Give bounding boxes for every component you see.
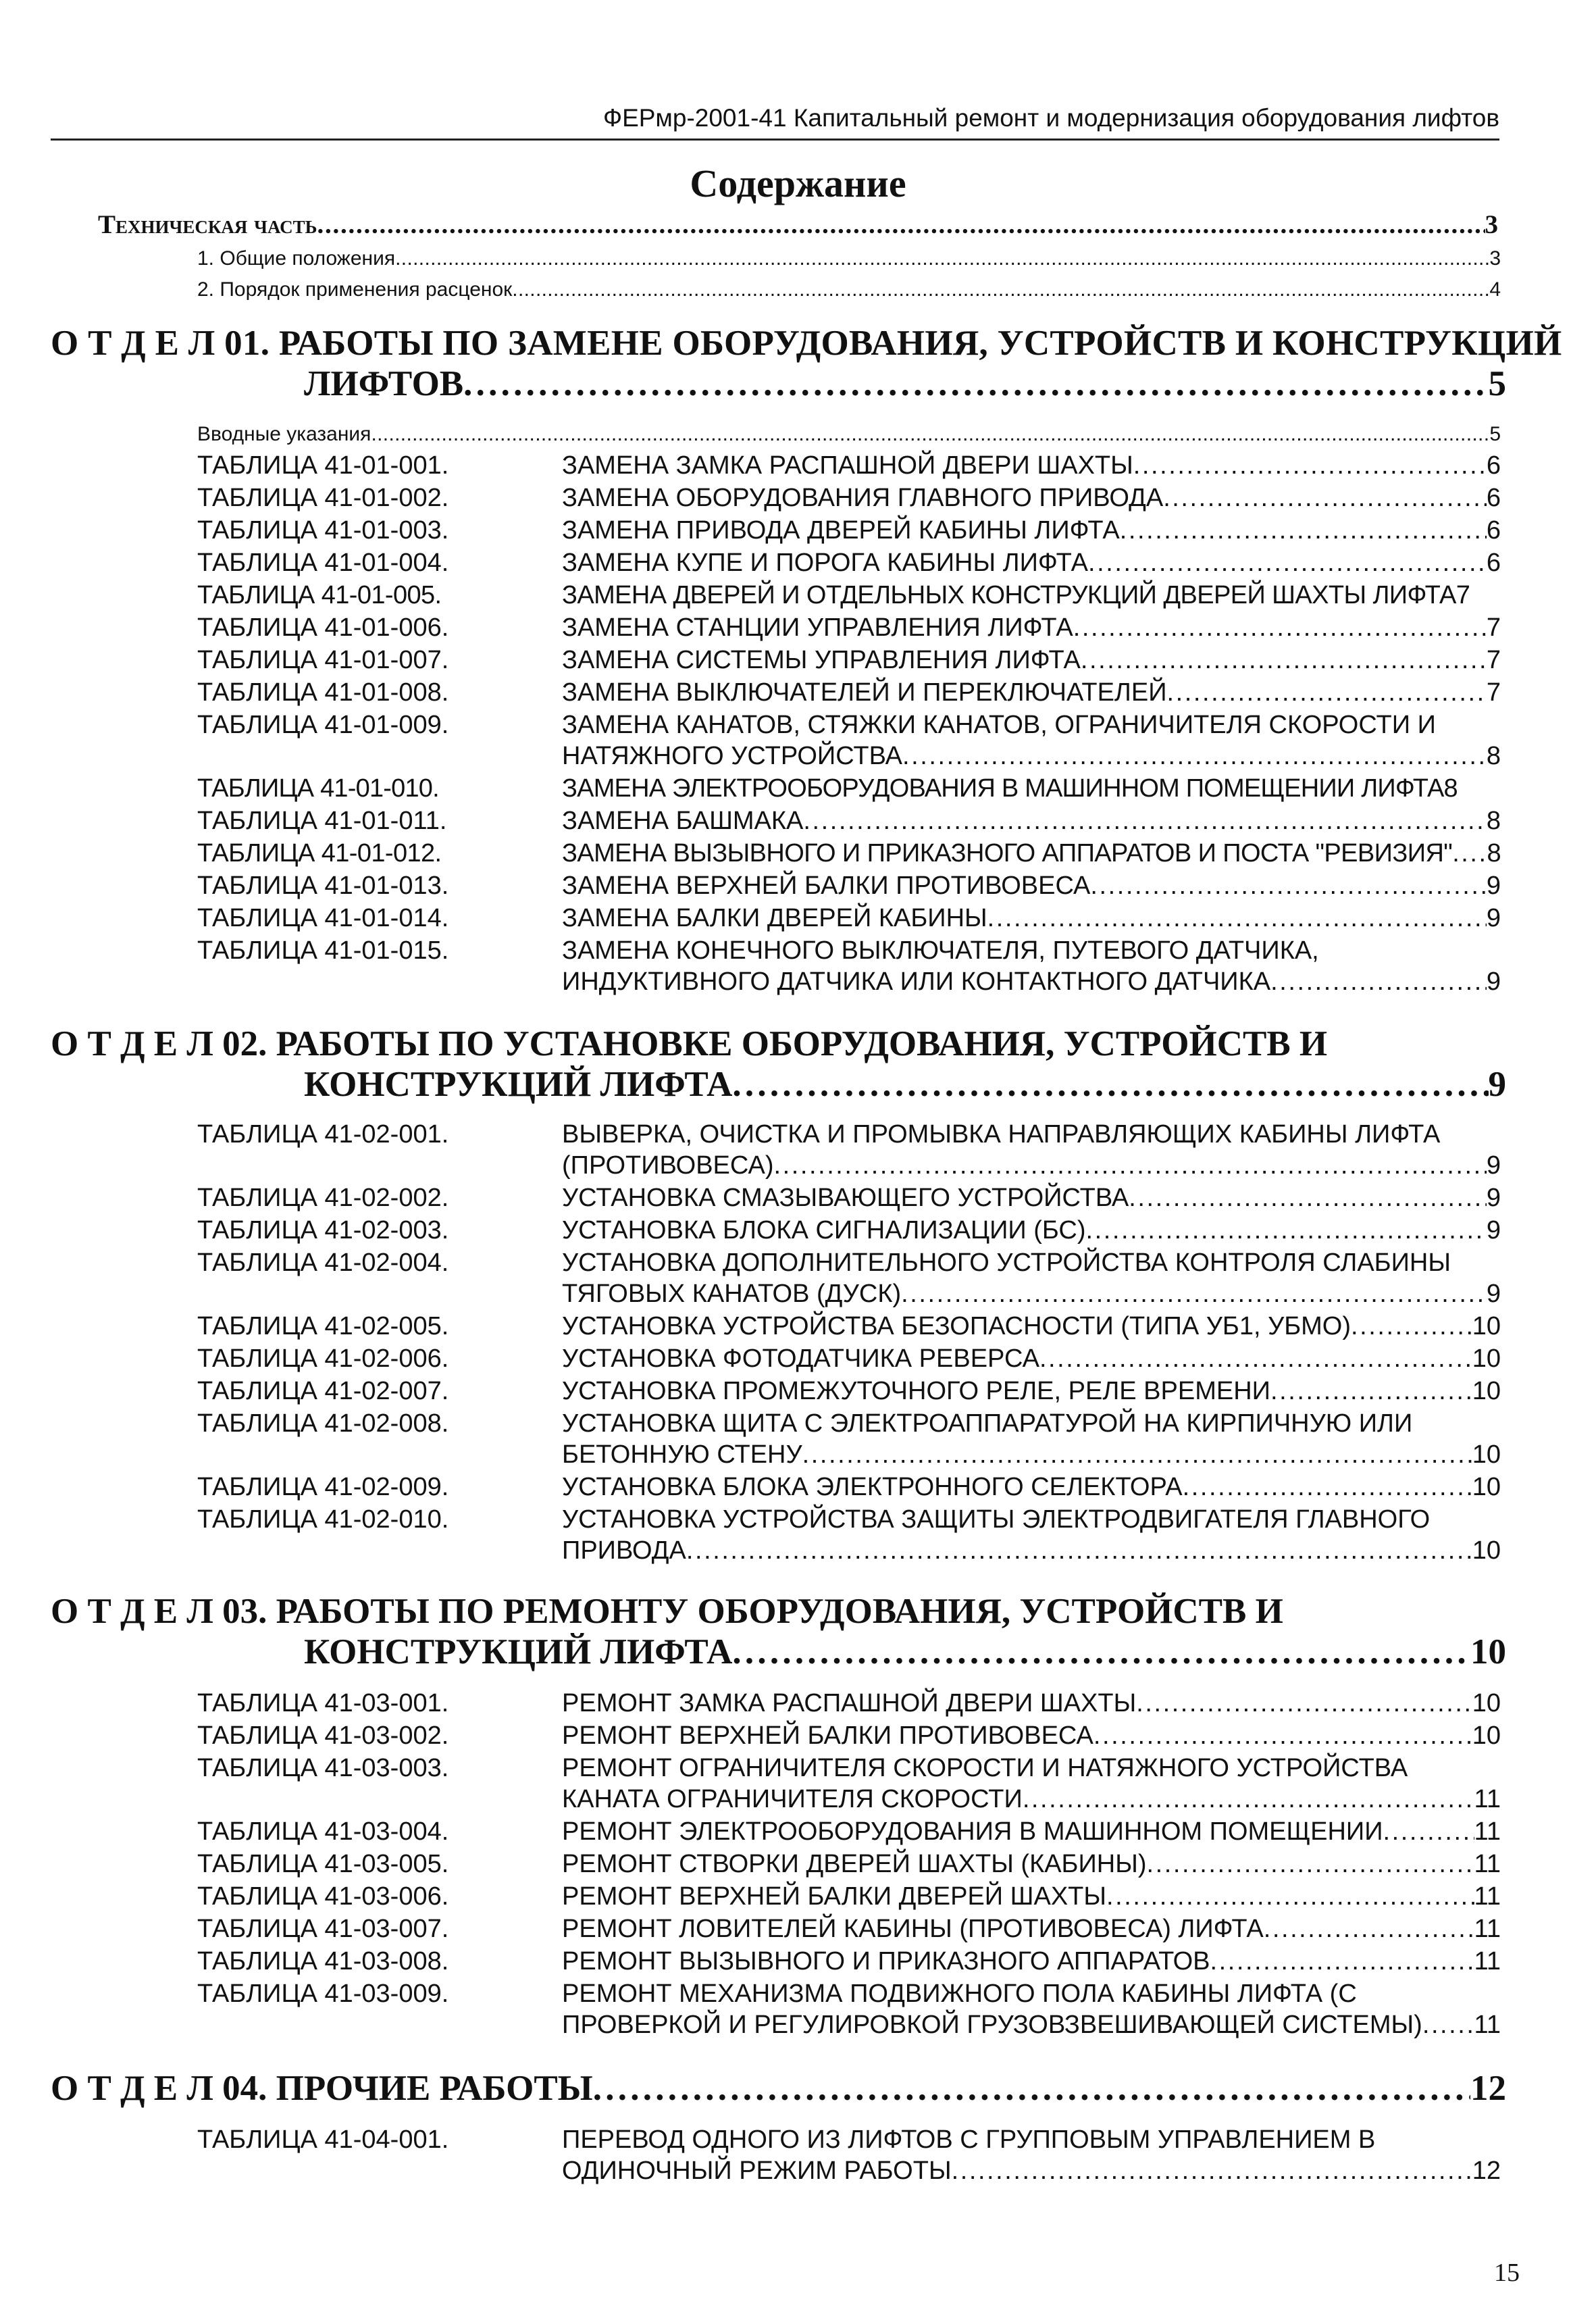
table-title: РЕМОНТ ЛОВИТЕЛЕЙ КАБИНЫ (ПРОТИВОВЕСА) ЛИФТА (562, 1915, 1264, 1943)
table-code: ТАБЛИЦА 41-02-004. (197, 1249, 449, 1277)
leader-dots (1163, 482, 1487, 514)
leader-dots (1383, 1816, 1474, 1848)
toc-entry-page: 11 (1474, 2011, 1501, 2039)
toc-entry-41-02-008-cont[interactable] (562, 1439, 1501, 1471)
dept-03-heading-cont[interactable] (304, 1630, 1506, 1674)
toc-entry-page: 9 (1488, 1065, 1506, 1104)
toc-entry-page: 5 (1488, 364, 1506, 403)
leader-dots (1133, 450, 1487, 482)
leader-dots (802, 1439, 1472, 1471)
toc-entry-41-04-001[interactable] (197, 2124, 1501, 2156)
leader-dots (463, 361, 1488, 406)
toc-entry-label: 1. Общие положения (197, 247, 396, 270)
leader-dots (1120, 515, 1487, 547)
toc-entry-41-02-004[interactable] (197, 1247, 1501, 1279)
table-title: УСТАНОВКА БЛОКА ЭЛЕКТРОННОГО СЕЛЕКТОРА (562, 1473, 1183, 1501)
table-code: ТАБЛИЦА 41-01-004. (197, 549, 449, 577)
table-title: ЗАМЕНА ВЫЗЫВНОГО И ПРИКАЗНОГО АППАРАТОВ И ПОСТА "РЕВИЗИЯ" (562, 839, 1453, 867)
leader-dots (732, 1062, 1488, 1107)
toc-entry-page: 6 (1486, 451, 1501, 480)
toc-entry-41-01-001[interactable] (197, 450, 1501, 482)
table-title: ЗАМЕНА БАШМАКА (562, 807, 804, 835)
table-code: ТАБЛИЦА 41-03-004. (197, 1817, 449, 1846)
toc-entry-41-01-004[interactable] (197, 547, 1501, 579)
table-code: ТАБЛИЦА 41-03-005. (197, 1850, 449, 1878)
toc-entry-page: 10 (1472, 1377, 1501, 1405)
table-title: РЕМОНТ ЗАМКА РАСПАШНОЙ ДВЕРИ ШАХТЫ (562, 1689, 1137, 1717)
table-code: ТАБЛИЦА 41-01-006. (197, 613, 449, 642)
table-title: УСТАНОВКА ФОТОДАТЧИКА РЕВЕРСА (562, 1344, 1039, 1373)
toc-entry-41-03-003-cont[interactable] (562, 1784, 1501, 1815)
toc-entry-label: Вводные указания (197, 423, 371, 445)
toc-entry-page: 5 (1489, 423, 1501, 445)
table-title-cont: ИНДУКТИВНОГО ДАТЧИКА ИЛИ КОНТАКТНОГО ДАТЧИКА (562, 967, 1271, 996)
leader-dots (1093, 1720, 1472, 1752)
table-code: ТАБЛИЦА 41-01-010. (197, 774, 439, 803)
table-code: ТАБЛИЦА 41-02-001. (197, 1120, 449, 1149)
toc-entry-41-02-002[interactable] (197, 1182, 1501, 1214)
toc-entry-41-01-009[interactable] (197, 709, 1501, 741)
table-code: ТАБЛИЦА 41-01-009. (197, 711, 449, 739)
leader-dots (1023, 1784, 1474, 1815)
table-title: УСТАНОВКА УСТРОЙСТВА ЗАЩИТЫ ЭЛЕКТРОДВИГАТЕЛЯ ГЛАВНОГО (562, 1505, 1431, 1534)
leader-dots (395, 245, 1489, 273)
toc-entry-page: 9 (1486, 1184, 1501, 1212)
leader-dots (952, 2155, 1472, 2187)
toc-entry-label: О Т Д Е Л 04. ПРОЧИЕ РАБОТЫ (51, 2069, 593, 2108)
toc-entry-41-02-010[interactable] (197, 1504, 1501, 1536)
table-code: ТАБЛИЦА 41-03-007. (197, 1915, 449, 1943)
toc-entry-41-01-015-cont[interactable] (562, 966, 1501, 998)
leader-dots (1147, 1848, 1474, 1880)
toc-entry-page: 7 (1486, 678, 1501, 707)
table-code: ТАБЛИЦА 41-01-002. (197, 484, 449, 512)
leader-dots (1167, 677, 1487, 709)
toc-entry-41-01-012[interactable] (197, 838, 1501, 870)
toc-entry-41-03-009[interactable] (197, 1978, 1501, 2010)
toc-entry-41-01-002[interactable] (197, 482, 1501, 514)
leader-dots (803, 805, 1486, 837)
toc-entry-page: 10 (1472, 1536, 1501, 1565)
toc-entry-page: 12 (1472, 2157, 1501, 2185)
dept-02-heading[interactable]: О Т Д Е Л 02. РАБОТЫ ПО УСТАНОВКЕ ОБОРУДОВАНИЯ, УСТРОЙСТВ И (51, 1024, 1328, 1063)
toc-entry-rate-application[interactable] (197, 276, 1501, 304)
table-code: ТАБЛИЦА 41-03-006. (197, 1882, 449, 1911)
table-code: ТАБЛИЦА 41-01-012. (197, 839, 442, 867)
toc-entry-page: 7 (1456, 581, 1470, 609)
toc-entry-page: 6 (1486, 484, 1501, 512)
leader-dots (1270, 966, 1487, 998)
toc-entry-page: 10 (1470, 1632, 1506, 1671)
toc-entry-41-03-005[interactable] (197, 1848, 1501, 1880)
leader-dots (1090, 870, 1486, 902)
toc-entry-41-02-004-cont[interactable] (562, 1278, 1501, 1310)
table-title-cont: ОДИНОЧНЫЙ РЕЖИМ РАБОТЫ (562, 2157, 952, 2185)
running-header: ФЕРмр-2001-41 Капитальный ремонт и модернизация оборудования лифтов (51, 98, 1499, 141)
table-code: ТАБЛИЦА 41-01-011. (197, 807, 447, 835)
table-title: ЗАМЕНА ВЕРХНЕЙ БАЛКИ ПРОТИВОВЕСА (562, 872, 1091, 900)
toc-entry-41-01-013[interactable] (197, 870, 1501, 902)
toc-entry-label: 2. Порядок применения расценок (197, 278, 513, 301)
toc-entry-41-03-002[interactable] (197, 1720, 1501, 1752)
dept-04-heading[interactable] (51, 2066, 1506, 2111)
toc-entry-page: 9 (1486, 872, 1501, 900)
leader-dots (1106, 1881, 1474, 1913)
toc-entry-technical-part[interactable] (98, 208, 1498, 242)
table-title: УСТАНОВКА ЩИТА С ЭЛЕКТРОАППАРАТУРОЙ НА КИРПИЧНУЮ ИЛИ (562, 1409, 1413, 1438)
table-code: ТАБЛИЦА 41-03-009. (197, 1980, 449, 2008)
leader-dots (774, 1150, 1487, 1182)
table-title: РЕМОНТ МЕХАНИЗМА ПОДВИЖНОГО ПОЛА КАБИНЫ ЛИФТА (С (562, 1980, 1357, 2008)
table-code: ТАБЛИЦА 41-03-002. (197, 1721, 449, 1750)
table-code: ТАБЛИЦА 41-02-005. (197, 1312, 449, 1340)
toc-entry-41-02-010-cont[interactable] (562, 1535, 1501, 1567)
table-title-cont: ТЯГОВЫХ КАНАТОВ (ДУСК) (562, 1280, 902, 1308)
toc-entry-41-03-003[interactable] (197, 1753, 1501, 1784)
table-code: ТАБЛИЦА 41-01-007. (197, 646, 449, 674)
table-title: УСТАНОВКА БЛОКА СИГНАЛИЗАЦИИ (БС) (562, 1216, 1086, 1244)
table-code: ТАБЛИЦА 41-02-003. (197, 1216, 449, 1244)
leader-dots (512, 276, 1489, 304)
table-title: ЗАМЕНА КУПЕ И ПОРОГА КАБИНЫ ЛИФТА (562, 549, 1088, 577)
toc-entry-page: 11 (1474, 1785, 1501, 1813)
leader-dots (317, 208, 1485, 242)
table-title: УСТАНОВКА ДОПОЛНИТЕЛЬНОГО УСТРОЙСТВА КОНТРОЛЯ СЛАБИНЫ (562, 1249, 1451, 1277)
toc-entry-41-02-007[interactable] (197, 1376, 1501, 1407)
toc-entry-page: 3 (1485, 210, 1498, 239)
dept-01-heading-cont[interactable] (304, 361, 1506, 406)
toc-entry-41-01-009-cont[interactable] (562, 740, 1501, 772)
table-code: ТАБЛИЦА 41-03-003. (197, 1754, 449, 1782)
toc-title: Содержание (690, 161, 906, 205)
toc-entry-41-01-008[interactable] (197, 677, 1501, 709)
leader-dots (902, 740, 1487, 772)
toc-entry-page: 9 (1486, 1280, 1501, 1308)
table-title: РЕМОНТ ЭЛЕКТРООБОРУДОВАНИЯ В МАШИННОМ ПОМЕЩЕНИИ (562, 1817, 1383, 1846)
table-title: ЗАМЕНА КАНАТОВ, СТЯЖКИ КАНАТОВ, ОГРАНИЧИТЕЛЯ СКОРОСТИ И (562, 711, 1436, 739)
leader-dots (371, 420, 1489, 449)
toc-entry-41-03-007[interactable] (197, 1913, 1501, 1945)
toc-entry-41-02-001[interactable] (197, 1119, 1501, 1151)
toc-entry-page: 8 (1487, 839, 1501, 867)
page-number: 15 (1494, 2259, 1520, 2287)
table-title-cont: ПРИВОДА (562, 1536, 686, 1565)
table-code: ТАБЛИЦА 41-02-002. (197, 1184, 449, 1212)
table-title: ЗАМЕНА БАЛКИ ДВЕРЕЙ КАБИНЫ (562, 904, 987, 932)
dept-03-heading[interactable]: О Т Д Е Л 03. РАБОТЫ ПО РЕМОНТУ ОБОРУДОВАНИЯ, УСТРОЙСТВ И (51, 1592, 1283, 1631)
table-code: ТАБЛИЦА 41-03-008. (197, 1947, 449, 1976)
leader-dots (1086, 1215, 1487, 1247)
toc-entry-page: 11 (1474, 1817, 1501, 1846)
toc-entry-page: 10 (1472, 1440, 1501, 1469)
table-title: ЗАМЕНА СИСТЕМЫ УПРАВЛЕНИЯ ЛИФТА (562, 646, 1081, 674)
table-code: ТАБЛИЦА 41-01-003. (197, 516, 449, 545)
toc-entry-label: КОНСТРУКЦИЙ ЛИФТА (304, 1632, 733, 1671)
table-title-cont: НАТЯЖНОГО УСТРОЙСТВА (562, 742, 903, 770)
toc-entry-41-01-003[interactable] (197, 515, 1501, 547)
table-title-cont: БЕТОННУЮ СТЕНУ (562, 1440, 802, 1469)
leader-dots (1073, 612, 1487, 644)
table-title: РЕМОНТ ОГРАНИЧИТЕЛЯ СКОРОСТИ И НАТЯЖНОГО УСТРОЙСТВА (562, 1754, 1408, 1782)
leader-dots (1136, 1688, 1472, 1719)
toc-entry-page: 10 (1472, 1689, 1501, 1717)
toc-entry-page: 11 (1474, 1850, 1501, 1878)
table-title: ЗАМЕНА КОНЕЧНОГО ВЫКЛЮЧАТЕЛЯ, ПУТЕВОГО ДАТЧИКА, (562, 936, 1319, 965)
toc-entry-41-02-005[interactable] (197, 1311, 1501, 1342)
toc-entry-intro-notes[interactable] (197, 420, 1501, 449)
leader-dots (987, 903, 1487, 934)
table-title: ЗАМЕНА ВЫКЛЮЧАТЕЛЕЙ И ПЕРЕКЛЮЧАТЕЛЕЙ (562, 678, 1167, 707)
toc-entry-41-03-009-cont[interactable] (562, 2009, 1501, 2041)
table-code: ТАБЛИЦА 41-04-001. (197, 2126, 449, 2154)
toc-entry-41-02-001-cont[interactable] (562, 1150, 1501, 1182)
table-code: ТАБЛИЦА 41-01-008. (197, 678, 449, 707)
leader-dots (1270, 1376, 1472, 1407)
table-title-cont: КАНАТА ОГРАНИЧИТЕЛЯ СКОРОСТИ (562, 1785, 1023, 1813)
toc-entry-41-01-007[interactable] (197, 645, 1501, 676)
leader-dots (1183, 1472, 1472, 1503)
toc-entry-page: 10 (1472, 1344, 1501, 1373)
leader-dots (1088, 547, 1487, 579)
table-title-cont: ПРОВЕРКОЙ И РЕГУЛИРОВКОЙ ГРУЗОВЗВЕШИВАЮЩЕЙ СИСТЕМЫ) (562, 2011, 1422, 2039)
toc-entry-page: 11 (1474, 1882, 1501, 1911)
toc-entry-page: 8 (1486, 742, 1501, 770)
table-title: ЗАМЕНА ЭЛЕКТРООБОРУДОВАНИЯ В МАШИННОМ ПОМЕЩЕНИИ ЛИФТА (562, 774, 1444, 803)
leader-dots (686, 1535, 1472, 1567)
toc-entry-page: 7 (1486, 613, 1501, 642)
leader-dots (1210, 1946, 1474, 1978)
toc-entry-page: 11 (1474, 1915, 1501, 1943)
leader-dots (1039, 1343, 1472, 1375)
table-code: ТАБЛИЦА 41-02-007. (197, 1377, 449, 1405)
table-title: ЗАМЕНА ОБОРУДОВАНИЯ ГЛАВНОГО ПРИВОДА (562, 484, 1164, 512)
toc-entry-41-03-004[interactable] (197, 1816, 1501, 1848)
toc-entry-page: 11 (1474, 1947, 1501, 1976)
toc-entry-page: 6 (1486, 549, 1501, 577)
leader-dots (732, 1630, 1470, 1674)
leader-dots (1351, 1311, 1472, 1342)
toc-entry-page: 8 (1443, 774, 1458, 803)
toc-entry-41-01-015[interactable] (197, 935, 1501, 967)
table-title: ЗАМЕНА ДВЕРЕЙ И ОТДЕЛЬНЫХ КОНСТРУКЦИЙ ДВЕРЕЙ ШАХТЫ ЛИФТА (562, 581, 1456, 609)
toc-entry-page: 10 (1472, 1312, 1501, 1340)
table-title: УСТАНОВКА СМАЗЫВАЮЩЕГО УСТРОЙСТВА (562, 1184, 1129, 1212)
table-title: УСТАНОВКА УСТРОЙСТВА БЕЗОПАСНОСТИ (ТИПА УБ1, УБМО) (562, 1312, 1352, 1340)
table-title-cont: (ПРОТИВОВЕСА) (562, 1151, 774, 1180)
leader-dots (1452, 838, 1487, 870)
toc-entry-label: КОНСТРУКЦИЙ ЛИФТА (304, 1065, 733, 1104)
table-title: РЕМОНТ ВЕРХНЕЙ БАЛКИ ПРОТИВОВЕСА (562, 1721, 1093, 1750)
table-title: ЗАМЕНА ЗАМКА РАСПАШНОЙ ДВЕРИ ШАХТЫ (562, 451, 1133, 480)
toc-entry-page: 12 (1470, 2069, 1506, 2108)
toc-entry-41-03-008[interactable] (197, 1946, 1501, 1978)
toc-entry-41-02-008[interactable] (197, 1408, 1501, 1440)
toc-entry-page: 10 (1472, 1473, 1501, 1501)
table-code: ТАБЛИЦА 41-01-014. (197, 904, 449, 932)
toc-entry-page: 4 (1489, 278, 1501, 301)
table-code: ТАБЛИЦА 41-02-008. (197, 1409, 449, 1438)
leader-dots (901, 1278, 1487, 1310)
dept-02-heading-cont[interactable] (304, 1062, 1506, 1107)
toc-entry-page: 9 (1486, 904, 1501, 932)
toc-entry-label: ЛИФТОВ (304, 364, 464, 403)
table-code: ТАБЛИЦА 41-01-015. (197, 936, 449, 965)
toc-entry-page: 6 (1486, 516, 1501, 545)
toc-entry-page: 7 (1486, 646, 1501, 674)
table-title: ЗАМЕНА СТАНЦИИ УПРАВЛЕНИЯ ЛИФТА (562, 613, 1073, 642)
toc-entry-page: 9 (1486, 967, 1501, 996)
table-title: РЕМОНТ ВЕРХНЕЙ БАЛКИ ДВЕРЕЙ ШАХТЫ (562, 1882, 1107, 1911)
table-code: ТАБЛИЦА 41-02-009. (197, 1473, 449, 1501)
toc-entry-41-02-003[interactable] (197, 1215, 1501, 1247)
toc-entry-page: 10 (1472, 1721, 1501, 1750)
toc-entry-41-03-001[interactable] (197, 1688, 1501, 1719)
toc-entry-page: 8 (1486, 807, 1501, 835)
table-title: РЕМОНТ ВЫЗЫВНОГО И ПРИКАЗНОГО АППАРАТОВ (562, 1947, 1210, 1976)
table-code: ТАБЛИЦА 41-01-013. (197, 872, 449, 900)
table-title: УСТАНОВКА ПРОМЕЖУТОЧНОГО РЕЛЕ, РЕЛЕ ВРЕМЕНИ (562, 1377, 1270, 1405)
leader-dots (1081, 645, 1487, 676)
toc-entry-41-03-006[interactable] (197, 1881, 1501, 1913)
toc-entry-page: 9 (1486, 1216, 1501, 1244)
table-code: ТАБЛИЦА 41-03-001. (197, 1689, 449, 1717)
toc-entry-page: 3 (1489, 247, 1501, 270)
toc-entry-41-01-014[interactable] (197, 903, 1501, 934)
toc-entry-label: Техническая часть (98, 210, 317, 239)
toc-entry-41-01-006[interactable] (197, 612, 1501, 644)
leader-dots (593, 2066, 1470, 2111)
toc-entry-41-01-010[interactable] (197, 773, 1501, 805)
toc-entry-41-02-009[interactable] (197, 1472, 1501, 1503)
table-code: ТАБЛИЦА 41-01-005. (197, 581, 442, 609)
toc-entry-general-provisions[interactable] (197, 245, 1501, 273)
table-title: ПЕРЕВОД ОДНОГО ИЗ ЛИФТОВ С ГРУППОВЫМ УПРАВЛЕНИЕМ В (562, 2126, 1376, 2154)
toc-entry-41-01-005[interactable] (197, 580, 1501, 611)
table-code: ТАБЛИЦА 41-02-006. (197, 1344, 449, 1373)
table-code: ТАБЛИЦА 41-02-010. (197, 1505, 449, 1534)
table-code: ТАБЛИЦА 41-01-001. (197, 451, 449, 480)
toc-entry-41-04-001-cont[interactable] (562, 2155, 1501, 2187)
table-title: РЕМОНТ СТВОРКИ ДВЕРЕЙ ШАХТЫ (КАБИНЫ) (562, 1850, 1147, 1878)
toc-entry-page: 9 (1486, 1151, 1501, 1180)
leader-dots (1264, 1913, 1474, 1945)
leader-dots (1129, 1182, 1487, 1214)
toc-entry-41-02-006[interactable] (197, 1343, 1501, 1375)
table-title: ВЫВЕРКА, ОЧИСТКА И ПРОМЫВКА НАПРАВЛЯЮЩИХ КАБИНЫ ЛИФТА (562, 1120, 1441, 1149)
toc-entry-41-01-011[interactable] (197, 805, 1501, 837)
leader-dots (1422, 2009, 1474, 2041)
dept-01-heading[interactable]: О Т Д Е Л 01. РАБОТЫ ПО ЗАМЕНЕ ОБОРУДОВАНИЯ, УСТРОЙСТВ И КОНСТРУКЦИЙ (51, 324, 1562, 363)
table-title: ЗАМЕНА ПРИВОДА ДВЕРЕЙ КАБИНЫ ЛИФТА (562, 516, 1120, 545)
